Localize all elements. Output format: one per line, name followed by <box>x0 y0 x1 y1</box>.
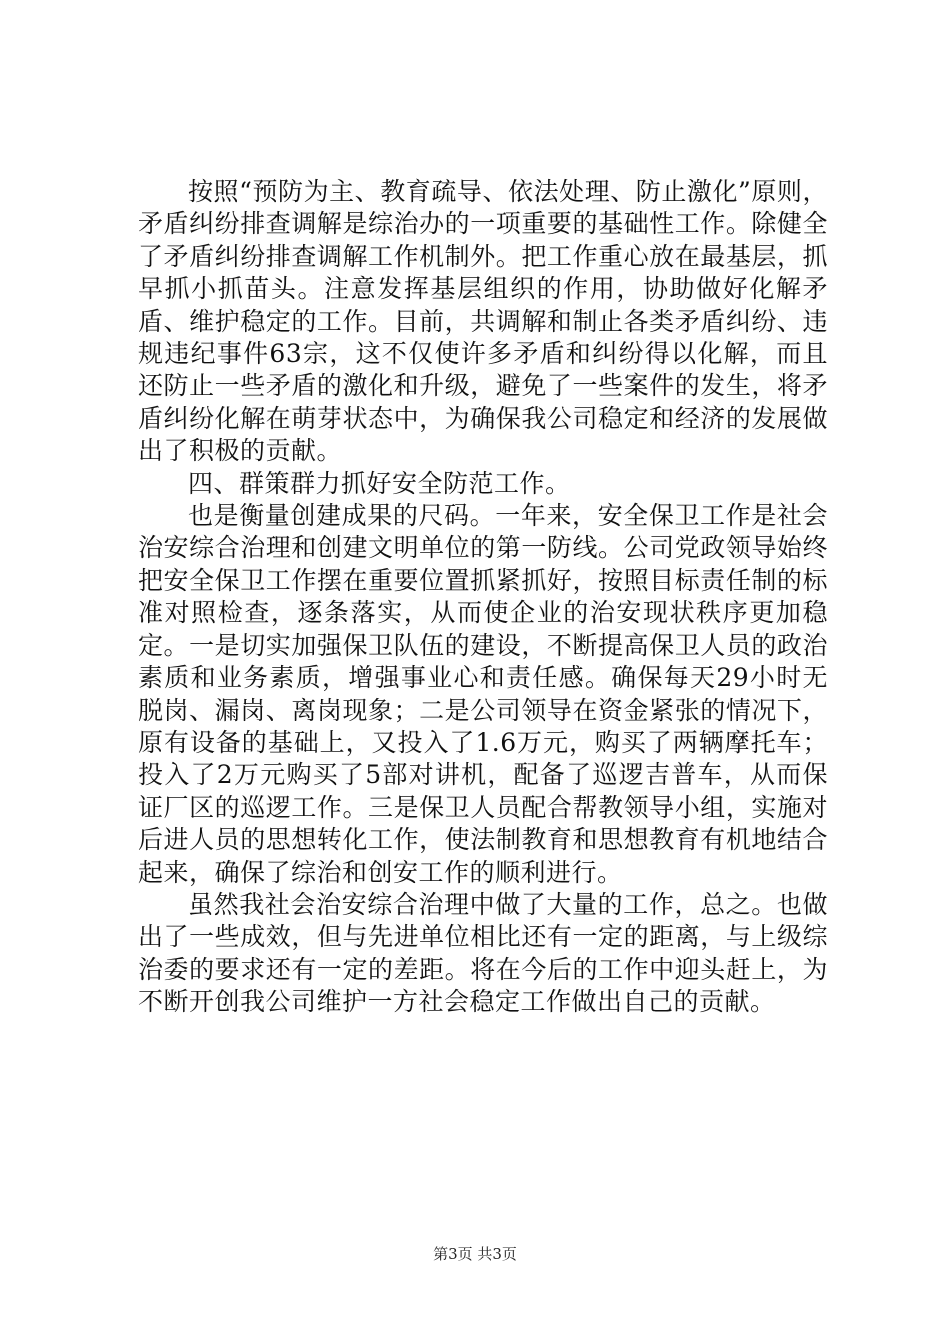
paragraph-conclusion: 虽然我社会治安综合治理中做了大量的工作，总之。也做出了一些成效，但与先进单位相比还有一定的距离，与上级综治委的要求还有一定的差距。将在今后的工作中迎头赶上，为不断开创我公司维护一方社会稳定工作做出自己的贡献。 <box>138 889 828 1017</box>
section-heading-security: 四、群策群力抓好安全防范工作。 <box>188 468 571 498</box>
page-footer: 第3页 共3页 <box>433 1245 517 1263</box>
paragraph-mediation: 按照“预防为主、教育疏导、依法处理、防止激化”原则，矛盾纠纷排查调解是综治办的一项重要的基础性工作。除健全了矛盾纠纷排查调解工作机制外。把工作重心放在最基层，抓早抓小抓苗头。注意发挥基层组织的作用，协助做好化解矛盾、维护稳定的工作。目前，共调解和制止各类矛盾纠纷、违规违纪事件63宗，这不仅使许多矛盾和纠纷得以化解，而且还防止一些矛盾的激化和升级，避免了一些案件的发生，将矛盾纠纷化解在萌芽状态中，为确保我公司稳定和经济的发展做出了积极的贡献。 <box>138 177 828 466</box>
document-body <box>138 176 828 1019</box>
paragraph-security-work: 也是衡量创建成果的尺码。一年来，安全保卫工作是社会治安综合治理和创建文明单位的第一防线。公司党政领导始终把安全保卫工作摆在重要位置抓紧抓好，按照目标责任制的标准对照检查，逐条落实，从而使企业的治安现状秩序更加稳定。一是切实加强保卫队伍的建设，不断提高保卫人员的政治素质和业务素质，增强事业心和责任感。确保每天29小时无脱岗、漏岗、离岗现象；二是公司领导在资金紧张的情况下，原有设备的基础上，又投入了1.6万元，购买了两辆摩托车；投入了2万元购买了5部对讲机，配备了巡逻吉普车，从而保证厂区的巡逻工作。三是保卫人员配合帮教领导小组，实施对后进人员的思想转化工作，使法制教育和思想教育有机地结合起来，确保了综治和创安工作的顺利进行。 <box>138 501 828 887</box>
